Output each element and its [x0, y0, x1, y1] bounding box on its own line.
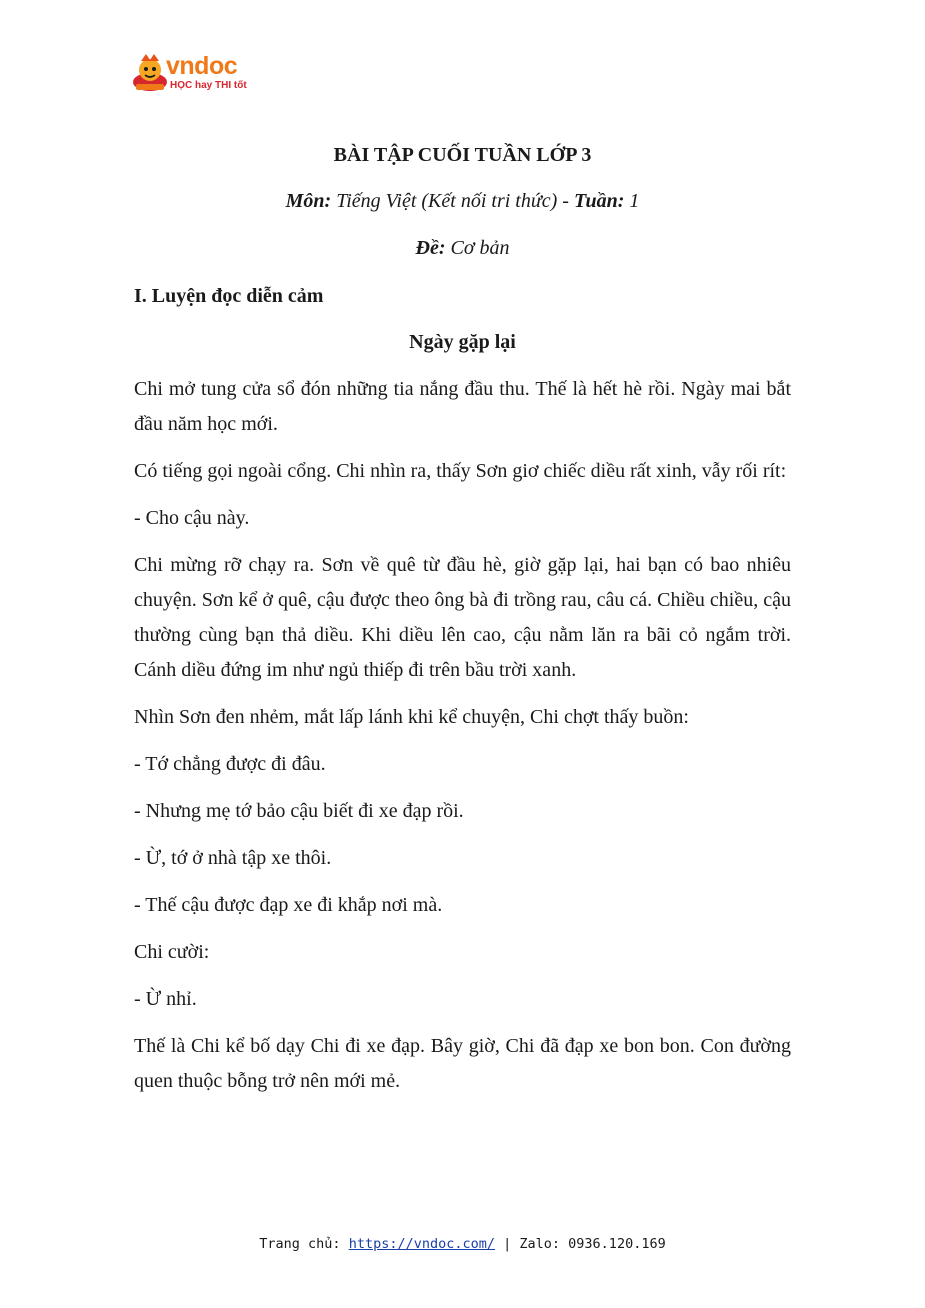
passage-paragraph: Có tiếng gọi ngoài cổng. Chi nhìn ra, thấy Sơn giơ chiếc diều rất xinh, vẫy rối rít:	[134, 460, 787, 482]
subject-label: Môn:	[285, 190, 332, 212]
footer-zalo-label: Zalo:	[519, 1236, 569, 1252]
subject-line	[0, 186, 925, 216]
passage-paragraph: - Ừ nhỉ.	[134, 988, 197, 1010]
page-title: BÀI TẬP CUỐI TUẦN LỚP 3	[333, 144, 592, 166]
level-label: Đề:	[415, 237, 446, 259]
week-label: Tuần:	[573, 190, 625, 212]
passage-paragraph: Chi mừng rỡ chạy ra. Sơn về quê từ đầu hè, giờ gặp lại, hai bạn có bao nhiêu chuyện. Sơn kể ở quê, cậu được theo ông bà đi trồng rau, câu cá. Chiều chiều, cậu thường cùng bạn thả diều. Khi diều lên cao, cậu nằm lăn ra bãi cỏ ngắm trời. Cánh diều đứng im như ngủ thiếp đi trên bầu trời xanh.	[134, 554, 791, 681]
level-line	[0, 233, 925, 263]
reading-passage	[134, 372, 791, 1111]
footer-home-link[interactable]: https://vndoc.com/	[348, 1236, 495, 1252]
passage-paragraph: Chi cười:	[134, 941, 210, 963]
footer-zalo-number: 0936.120.169	[568, 1236, 666, 1252]
passage-paragraph: - Ừ, tớ ở nhà tập xe thôi.	[134, 847, 332, 869]
subject-value: Tiếng Việt (Kết nối tri thức)	[336, 190, 558, 212]
footer-divider: |	[495, 1236, 520, 1252]
passage-paragraph: - Tớ chẳng được đi đâu.	[134, 753, 326, 775]
page-footer	[0, 1234, 925, 1254]
story-title: Ngày gặp lại	[409, 331, 516, 353]
passage-paragraph: - Thế cậu được đạp xe đi khắp nơi mà.	[134, 894, 443, 916]
logo-brand-text: vndoc	[166, 52, 238, 80]
passage-paragraph: Chi mở tung cửa sổ đón những tia nắng đầu thu. Thế là hết hè rồi. Ngày mai bắt đầu năm học mới.	[134, 378, 791, 435]
week-value: 1	[629, 190, 640, 212]
passage-paragraph: Thế là Chi kể bố dạy Chi đi xe đạp. Bây giờ, Chi đã đạp xe bon bon. Con đường quen thuộc bỗng trở nên mới mẻ.	[134, 1035, 791, 1092]
logo-tagline: HỌC hay THI tốt	[170, 80, 247, 91]
vndoc-logo[interactable]	[130, 52, 255, 94]
passage-paragraph: Nhìn Sơn đen nhẻm, mắt lấp lánh khi kể chuyện, Chi chợt thấy buồn:	[134, 706, 689, 728]
footer-home-label: Trang chủ:	[259, 1236, 349, 1252]
section-heading: I. Luyện đọc diễn cảm	[134, 285, 324, 307]
passage-paragraph: - Nhưng mẹ tớ bảo cậu biết đi xe đạp rồi.	[134, 800, 464, 822]
mascot-logo-icon	[130, 52, 170, 94]
passage-paragraph: - Cho cậu này.	[134, 507, 250, 529]
subject-separator: -	[557, 190, 574, 212]
level-value: Cơ bản	[450, 237, 510, 259]
